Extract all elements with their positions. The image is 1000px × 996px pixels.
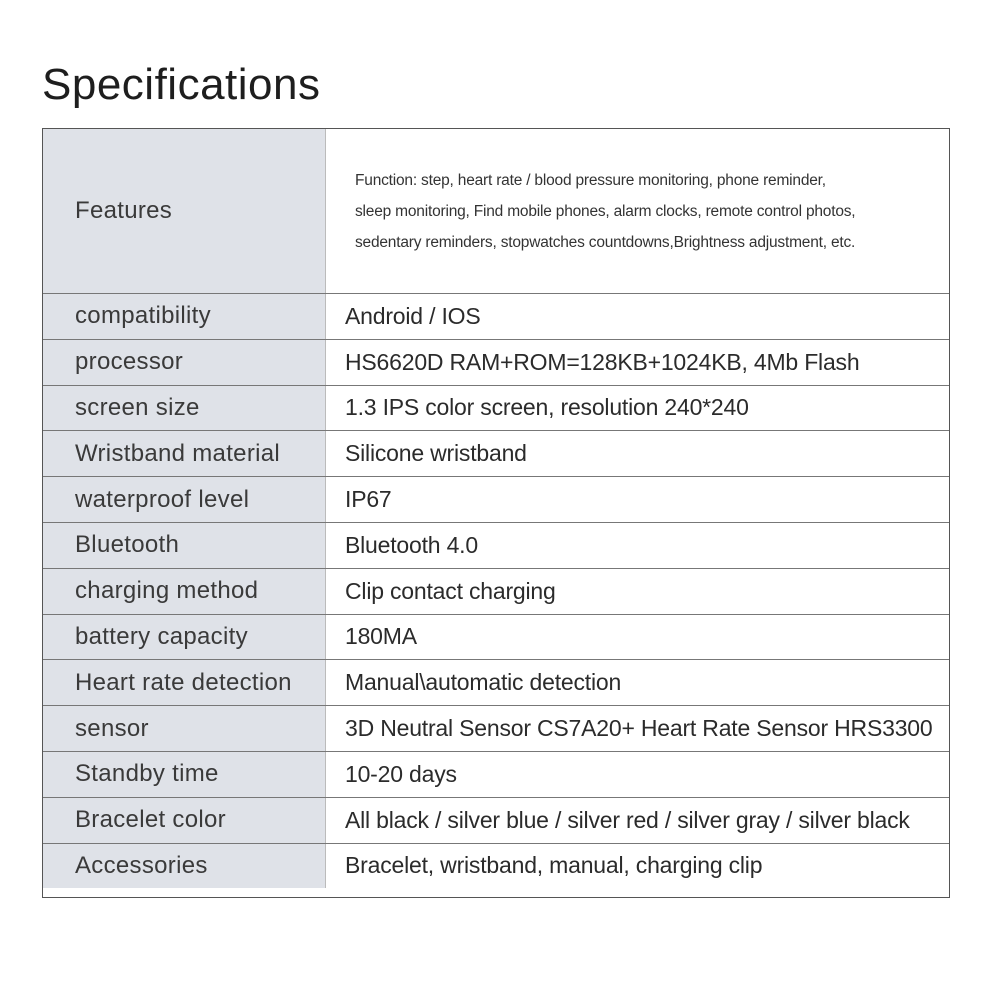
row-value: All black / silver blue / silver red / silver gray / silver black: [325, 798, 949, 843]
table-row: [43, 568, 949, 614]
features-line: sleep monitoring, Find mobile phones, alarm clocks, remote control photos,: [355, 202, 856, 220]
table-row: [43, 751, 949, 797]
row-label: Features: [43, 129, 325, 293]
row-label: charging method: [43, 569, 325, 614]
row-label: Bracelet color: [43, 798, 325, 843]
row-value: 10-20 days: [325, 752, 949, 797]
table-row: [43, 705, 949, 751]
row-value: Clip contact charging: [325, 569, 949, 614]
row-value: Android / IOS: [325, 294, 949, 339]
row-value: Silicone wristband: [325, 431, 949, 476]
row-label: Bluetooth: [43, 523, 325, 568]
row-label: processor: [43, 340, 325, 385]
row-label: Heart rate detection: [43, 660, 325, 705]
row-value: HS6620D RAM+ROM=128KB+1024KB, 4Mb Flash: [325, 340, 949, 385]
table-row: [43, 476, 949, 522]
row-value: 3D Neutral Sensor CS7A20+ Heart Rate Sensor HRS3300: [325, 706, 949, 751]
row-label: waterproof level: [43, 477, 325, 522]
row-label: Accessories: [43, 844, 325, 889]
table-row: [43, 430, 949, 476]
table-row: [43, 614, 949, 660]
table-row-features: [43, 129, 949, 293]
row-label: Wristband material: [43, 431, 325, 476]
table-row: [43, 659, 949, 705]
table-row: [43, 385, 949, 431]
table-row: [43, 522, 949, 568]
features-description: [325, 129, 949, 293]
row-value: Bluetooth 4.0: [325, 523, 949, 568]
row-value: IP67: [325, 477, 949, 522]
row-label: battery capacity: [43, 615, 325, 660]
row-label: compatibility: [43, 294, 325, 339]
table-row: [43, 293, 949, 339]
specifications-table: [42, 128, 950, 898]
table-row: [43, 843, 949, 889]
table-row: [43, 797, 949, 843]
row-value: Bracelet, wristband, manual, charging clip: [325, 844, 949, 889]
row-label: Standby time: [43, 752, 325, 797]
table-row: [43, 339, 949, 385]
row-label: sensor: [43, 706, 325, 751]
features-line: Function: step, heart rate / blood pressure monitoring, phone reminder,: [355, 171, 826, 189]
row-label: screen size: [43, 386, 325, 431]
features-line: sedentary reminders, stopwatches countdowns,Brightness adjustment, etc.: [355, 233, 856, 251]
row-value: 180MA: [325, 615, 949, 660]
row-value: Manual\automatic detection: [325, 660, 949, 705]
row-value: 1.3 IPS color screen, resolution 240*240: [325, 386, 949, 431]
page-title: Specifications: [42, 60, 321, 109]
